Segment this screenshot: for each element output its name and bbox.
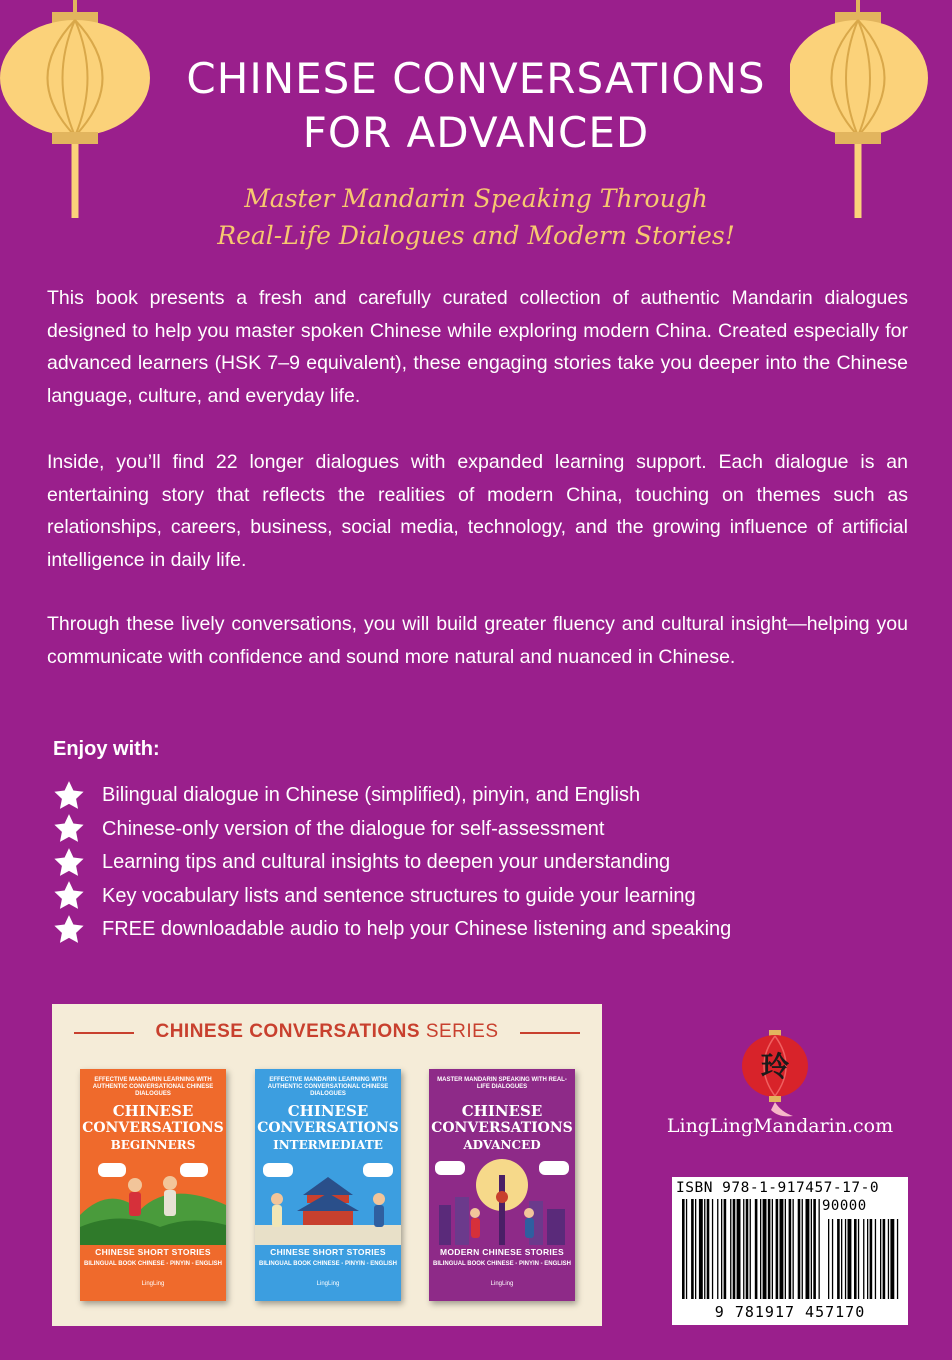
book-title-line-1: CHINESE bbox=[461, 1102, 543, 1120]
book-tagline: EFFECTIVE MANDARIN LEARNING WITH AUTHENTIC CONVERSATIONAL CHINESE DIALOGUES bbox=[92, 1077, 214, 1097]
feature-item bbox=[52, 880, 731, 914]
book-title-level: BEGINNERS bbox=[110, 1138, 196, 1152]
series-title bbox=[52, 1021, 602, 1043]
book-cover-advanced bbox=[429, 1069, 575, 1301]
title-line-1: CHINESE CONVERSATIONS bbox=[186, 54, 766, 103]
feature-item bbox=[52, 813, 731, 847]
book-publisher: LingLing bbox=[490, 1281, 514, 1287]
feature-text: FREE downloadable audio to help your Chinese listening and speaking bbox=[102, 918, 732, 941]
isbn-digits: 9 781917 457170 bbox=[714, 1303, 866, 1321]
book-band: CHINESE SHORT STORIES bbox=[95, 1247, 211, 1257]
price-code: 90000 bbox=[822, 1198, 867, 1214]
feature-text: Chinese-only version of the dialogue for self-assessment bbox=[102, 817, 605, 840]
book-info: BILINGUAL BOOK CHINESE - PINYIN - ENGLISH bbox=[433, 1261, 571, 1267]
star-icon bbox=[52, 913, 86, 947]
star-icon bbox=[52, 779, 86, 813]
logo-character: 玲 bbox=[760, 1050, 790, 1083]
book-cover-beginners bbox=[80, 1069, 226, 1301]
feature-item bbox=[52, 779, 731, 813]
book-band: CHINESE SHORT STORIES bbox=[270, 1247, 386, 1257]
feature-text: Key vocabulary lists and sentence structures to guide your learning bbox=[102, 884, 696, 907]
book-title bbox=[0, 52, 952, 160]
description-paragraph-3: Through these lively conversations, you will build greater fluency and cultural insight—helping you communicate with confidence and sound more natural and nuanced in Chinese. bbox=[47, 613, 908, 668]
book-publisher: LingLing bbox=[141, 1281, 165, 1287]
book-illustration-icon bbox=[429, 1155, 575, 1245]
description-paragraph-2: Inside, you’ll find 22 longer dialogues with expanded learning support. Each dialogue is an entertaining story that reflects the realities of modern China, touching on themes such as relationships, careers, business, social media, technology, and the growing influence of artificial intelligence in daily life. bbox=[47, 451, 908, 571]
subtitle-line-1: Master Mandarin Speaking Through bbox=[244, 184, 708, 213]
features-list bbox=[52, 779, 731, 947]
book-illustration-icon bbox=[80, 1155, 226, 1245]
isbn-barcode bbox=[672, 1177, 908, 1325]
series-panel bbox=[52, 1004, 602, 1326]
book-publisher: LingLing bbox=[316, 1281, 340, 1287]
feature-text: Bilingual dialogue in Chinese (simplified), pinyin, and English bbox=[102, 784, 641, 807]
lingling-logo-icon bbox=[735, 1030, 815, 1120]
book-title-level: ADVANCED bbox=[463, 1138, 541, 1152]
book-illustration-icon bbox=[255, 1155, 401, 1245]
book-cover-intermediate bbox=[255, 1069, 401, 1301]
book-title-line-1: CHINESE bbox=[112, 1102, 194, 1120]
book-title-level: INTERMEDIATE bbox=[273, 1138, 383, 1152]
book-title-line-2: CONVERSATIONS bbox=[257, 1120, 399, 1136]
subtitle-line-2: Real-Life Dialogues and Modern Stories! bbox=[217, 221, 735, 250]
barcode-bars-icon bbox=[682, 1199, 900, 1299]
description-paragraph-1: This book presents a fresh and carefully curated collection of authentic Mandarin dialogues designed to help you master spoken Chinese while exploring modern China. Created especially for advanced learners (HSK 7–9 equivalent), these engaging stories take you deeper into the Chinese language, culture, and everyday life. bbox=[47, 287, 908, 407]
star-icon bbox=[52, 846, 86, 880]
feature-item bbox=[52, 913, 731, 947]
book-band: MODERN CHINESE STORIES bbox=[439, 1247, 565, 1257]
book-title-line-1: CHINESE bbox=[287, 1102, 369, 1120]
star-icon bbox=[52, 879, 86, 913]
series-title-suffix: SERIES bbox=[425, 1021, 499, 1042]
book-tagline: EFFECTIVE MANDARIN LEARNING WITH AUTHENTIC CONVERSATIONAL CHINESE DIALOGUES bbox=[267, 1077, 389, 1097]
features-heading: Enjoy with: bbox=[53, 738, 160, 760]
feature-text: Learning tips and cultural insights to deepen your understanding bbox=[102, 851, 671, 874]
series-title-main: CHINESE CONVERSATIONS bbox=[155, 1021, 421, 1042]
website-label: LingLingMandarin.com bbox=[666, 1115, 894, 1137]
isbn-text: ISBN 978-1-917457-17-0 bbox=[676, 1180, 880, 1196]
feature-item bbox=[52, 846, 731, 880]
book-info: BILINGUAL BOOK CHINESE - PINYIN - ENGLISH bbox=[84, 1261, 222, 1267]
book-title-line-2: CONVERSATIONS bbox=[431, 1120, 573, 1136]
star-icon bbox=[52, 812, 86, 846]
book-tagline: MASTER MANDARIN SPEAKING WITH REAL-LIFE DIALOGUES bbox=[437, 1077, 567, 1090]
book-info: BILINGUAL BOOK CHINESE - PINYIN - ENGLISH bbox=[259, 1261, 397, 1267]
book-subtitle bbox=[0, 180, 952, 254]
title-line-2: FOR ADVANCED bbox=[302, 108, 650, 157]
book-title-line-2: CONVERSATIONS bbox=[82, 1120, 224, 1136]
